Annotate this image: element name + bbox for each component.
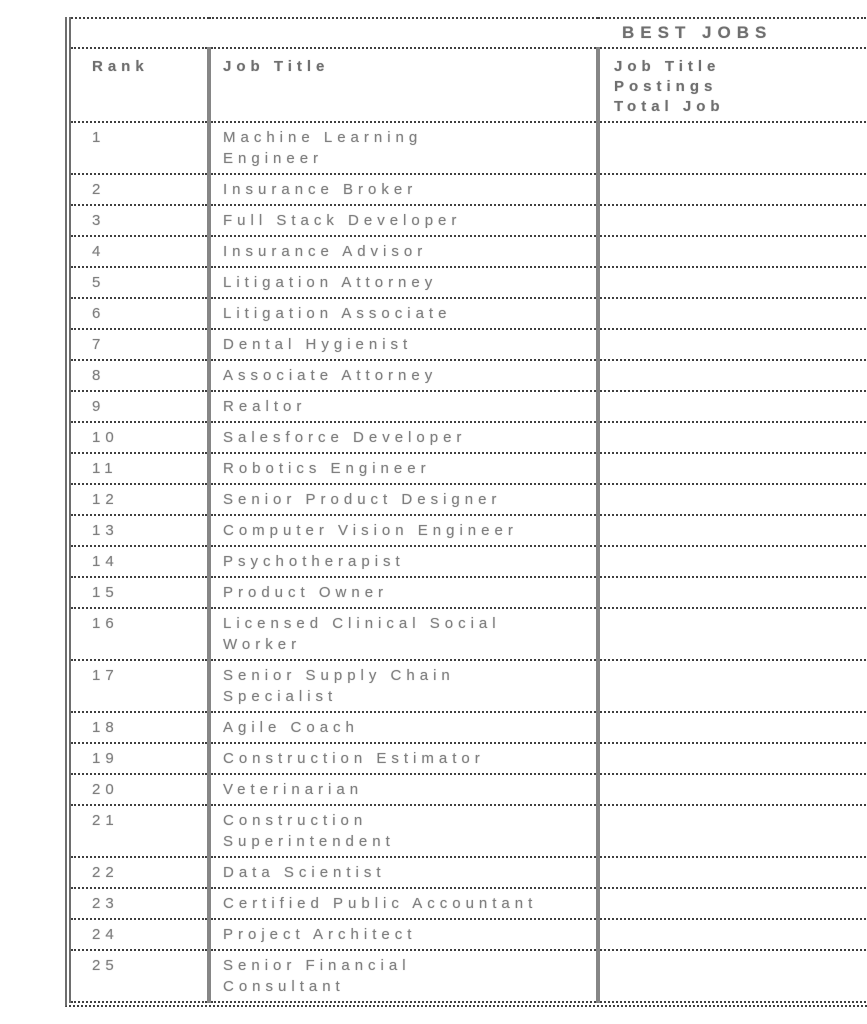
- job-title-cell: [209, 122, 598, 174]
- postings-cell: [598, 888, 866, 919]
- job-title-line: Litigation Associate: [223, 305, 452, 322]
- postings-cell: [598, 236, 866, 267]
- job-title-line: Litigation Attorney: [223, 274, 438, 291]
- job-title-line: Worker: [223, 636, 302, 653]
- table-row: [70, 515, 866, 546]
- rank-cell: 10: [70, 422, 209, 453]
- job-title-cell: [209, 515, 598, 546]
- job-title-cell: [209, 298, 598, 329]
- job-title-line: Product Owner: [223, 584, 389, 601]
- job-title-cell: [209, 805, 598, 857]
- job-title-cell: [209, 453, 598, 484]
- job-title-line: Superintendent: [223, 833, 395, 850]
- table-row: [70, 888, 866, 919]
- table-row: [70, 546, 866, 577]
- postings-column-header: [598, 48, 866, 122]
- job-title-line: Dental Hygienist: [223, 336, 413, 353]
- job-title-cell: [209, 174, 598, 205]
- job-title-line: Data Scientist: [223, 864, 386, 881]
- table-row: [70, 174, 866, 205]
- rank-cell: 19: [70, 743, 209, 774]
- job-title-line: Insurance Broker: [223, 181, 418, 198]
- job-title-line: Agile Coach: [223, 719, 359, 736]
- rank-cell: 3: [70, 205, 209, 236]
- table-row: [70, 298, 866, 329]
- postings-cell: [598, 660, 866, 712]
- job-title-cell: [209, 608, 598, 660]
- job-title-cell: [209, 712, 598, 743]
- postings-cell: [598, 950, 866, 1002]
- job-title-cell: [209, 919, 598, 950]
- job-title-line: Salesforce Developer: [223, 429, 467, 446]
- job-title-cell: [209, 329, 598, 360]
- table-row: [70, 774, 866, 805]
- postings-cell: [598, 608, 866, 660]
- table-row: [70, 805, 866, 857]
- job-title-cell: [209, 205, 598, 236]
- job-title-cell: [209, 743, 598, 774]
- job-title-line: Construction: [223, 812, 368, 829]
- rank-cell: 20: [70, 774, 209, 805]
- job-title-line: Psychotherapist: [223, 553, 405, 570]
- job-title-cell: [209, 391, 598, 422]
- job-title-cell: [209, 888, 598, 919]
- job-title-line: Consultant: [223, 978, 345, 995]
- job-title-cell: [209, 422, 598, 453]
- rank-cell: 12: [70, 484, 209, 515]
- postings-cell: [598, 298, 866, 329]
- table-row: [70, 857, 866, 888]
- rank-cell: 9: [70, 391, 209, 422]
- rank-cell: 25: [70, 950, 209, 1002]
- job-title-line: Engineer: [223, 150, 324, 167]
- table-row: [70, 743, 866, 774]
- postings-cell: [598, 329, 866, 360]
- job-title-cell: [209, 267, 598, 298]
- table-row: [70, 484, 866, 515]
- jobs-table-container: [65, 17, 867, 1007]
- postings-header-line: Total Job: [614, 98, 725, 115]
- job-title-line: Construction Estimator: [223, 750, 485, 767]
- job-title-column-header: Job Title: [209, 48, 598, 122]
- postings-header-line: Job Title: [614, 58, 721, 75]
- rank-cell: 1: [70, 122, 209, 174]
- table-row: [70, 712, 866, 743]
- rank-cell: 21: [70, 805, 209, 857]
- rank-column-header: Rank: [70, 48, 209, 122]
- table-title-row: [70, 18, 866, 48]
- table-row: [70, 660, 866, 712]
- rank-cell: 14: [70, 546, 209, 577]
- table-row: [70, 360, 866, 391]
- table-row: [70, 919, 866, 950]
- postings-cell: [598, 515, 866, 546]
- rank-cell: 16: [70, 608, 209, 660]
- postings-cell: [598, 857, 866, 888]
- postings-cell: [598, 805, 866, 857]
- table-row: [70, 608, 866, 660]
- table-row: [70, 205, 866, 236]
- postings-cell: [598, 422, 866, 453]
- job-title-cell: [209, 484, 598, 515]
- table-row: [70, 422, 866, 453]
- job-title-line: Computer Vision Engineer: [223, 522, 518, 539]
- table-row: [70, 122, 866, 174]
- job-title-line: Machine Learning: [223, 129, 423, 146]
- job-title-cell: [209, 577, 598, 608]
- table-header-row: [70, 48, 866, 122]
- job-title-cell: [209, 857, 598, 888]
- postings-header-line: Postings: [614, 78, 718, 95]
- job-title-cell: [209, 546, 598, 577]
- table-title: BEST JOBS: [622, 23, 773, 42]
- job-title-line: Licensed Clinical Social: [223, 615, 501, 632]
- rank-cell: 4: [70, 236, 209, 267]
- rank-cell: 2: [70, 174, 209, 205]
- rank-cell: 11: [70, 453, 209, 484]
- job-title-cell: [209, 950, 598, 1002]
- rank-cell: 18: [70, 712, 209, 743]
- job-title-line: Senior Financial: [223, 957, 411, 974]
- job-title-line: Senior Product Designer: [223, 491, 502, 508]
- rank-cell: 6: [70, 298, 209, 329]
- job-title-cell: [209, 660, 598, 712]
- postings-cell: [598, 174, 866, 205]
- job-title-line: Project Architect: [223, 926, 417, 943]
- job-title-line: Specialist: [223, 688, 338, 705]
- job-title-line: Associate Attorney: [223, 367, 438, 384]
- table-row: [70, 950, 866, 1002]
- job-title-line: Veterinarian: [223, 781, 364, 798]
- job-title-line: Full Stack Developer: [223, 212, 462, 229]
- postings-cell: [598, 360, 866, 391]
- postings-cell: [598, 453, 866, 484]
- postings-cell: [598, 546, 866, 577]
- postings-cell: [598, 577, 866, 608]
- job-title-cell: [209, 236, 598, 267]
- job-title-cell: [209, 774, 598, 805]
- postings-cell: [598, 774, 866, 805]
- postings-cell: [598, 391, 866, 422]
- table-row: [70, 236, 866, 267]
- job-title-line: Realtor: [223, 398, 307, 415]
- job-title-cell: [209, 360, 598, 391]
- rank-cell: 15: [70, 577, 209, 608]
- best-jobs-table: [69, 17, 866, 1003]
- job-title-line: Senior Supply Chain: [223, 667, 455, 684]
- rank-cell: 23: [70, 888, 209, 919]
- rank-cell: 8: [70, 360, 209, 391]
- postings-cell: [598, 484, 866, 515]
- table-row: [70, 329, 866, 360]
- rank-cell: 13: [70, 515, 209, 546]
- table-row: [70, 453, 866, 484]
- postings-cell: [598, 122, 866, 174]
- postings-cell: [598, 267, 866, 298]
- rank-cell: 17: [70, 660, 209, 712]
- job-title-line: Certified Public Accountant: [223, 895, 538, 912]
- postings-cell: [598, 743, 866, 774]
- table-row: [70, 267, 866, 298]
- job-title-line: Robotics Engineer: [223, 460, 431, 477]
- rank-cell: 24: [70, 919, 209, 950]
- job-title-line: Insurance Advisor: [223, 243, 428, 260]
- table-row: [70, 577, 866, 608]
- rank-cell: 22: [70, 857, 209, 888]
- table-title-cell: [70, 18, 866, 48]
- postings-cell: [598, 919, 866, 950]
- postings-cell: [598, 712, 866, 743]
- rank-cell: 7: [70, 329, 209, 360]
- postings-cell: [598, 205, 866, 236]
- table-row: [70, 391, 866, 422]
- rank-cell: 5: [70, 267, 209, 298]
